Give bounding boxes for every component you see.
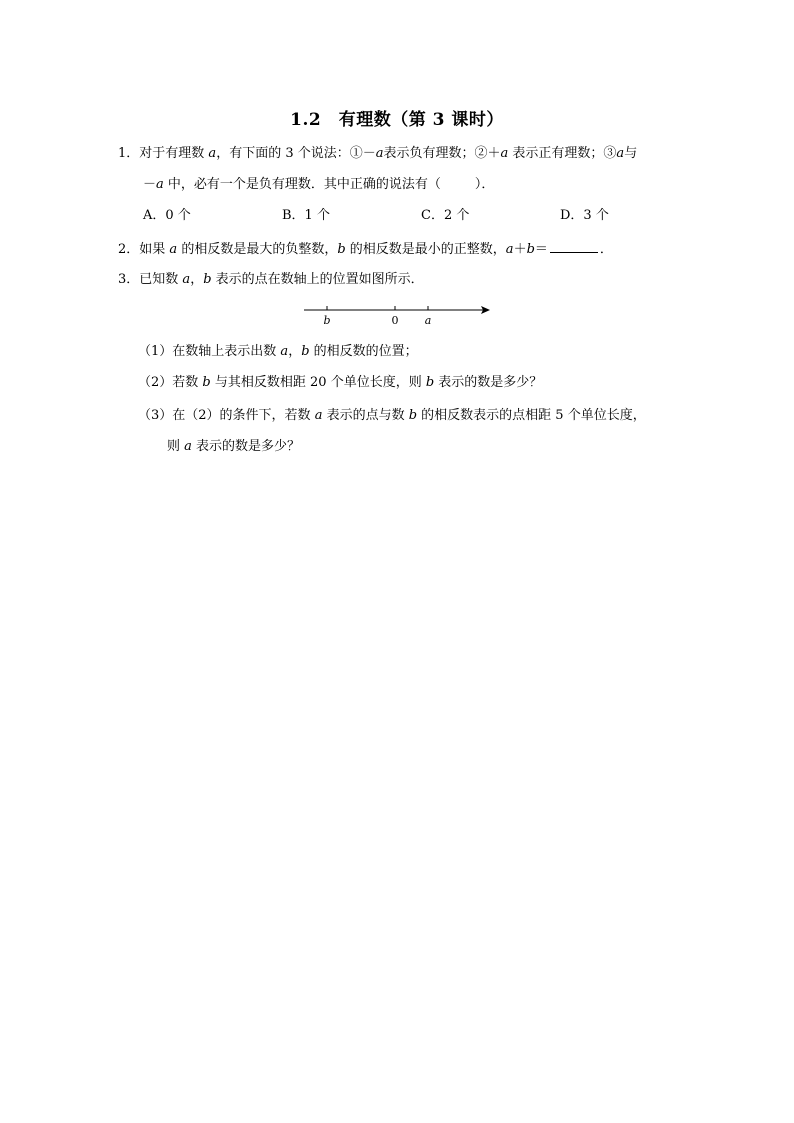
q1-text-e: 与 — [624, 146, 638, 161]
q1-text-b: ，有下面的 3 个说法：①－ — [216, 146, 376, 161]
sub-question-3-line-2 — [167, 438, 300, 456]
label-b: b — [323, 314, 331, 327]
sub3-text-a: 在（2）的条件下，若数 — [172, 408, 315, 423]
q1-var-c: a — [500, 146, 509, 161]
option-c[interactable]: C．2 个 — [421, 208, 470, 223]
q2-var-d: b — [526, 242, 535, 257]
sub2-var-b: b — [425, 375, 435, 390]
sub-2-number: （2） — [138, 375, 173, 390]
number-line-figure — [300, 300, 500, 330]
sub-question-2 — [138, 374, 542, 392]
question-2-number: 2． — [118, 242, 140, 257]
q3-var-a: a — [182, 272, 191, 287]
page-title: 1.2 有理数（第 3 课时） — [290, 110, 504, 130]
q1-text-d: 表示正有理数；③ — [508, 146, 617, 161]
sub3-var-a: a — [314, 408, 323, 423]
sub2-text-c: 表示的数是多少？ — [434, 375, 543, 390]
q2-text-e: ＝ — [534, 242, 548, 257]
answer-blank-line[interactable] — [550, 240, 598, 253]
label-a: a — [424, 314, 432, 327]
option-b[interactable]: B．1 个 — [282, 208, 330, 223]
question-3 — [118, 271, 424, 289]
q2-text-a: 如果 — [139, 242, 170, 257]
sub3-line2-a: 则 — [167, 439, 185, 454]
sub3-var-c: a — [184, 439, 192, 454]
q1-line2-c: ）． — [474, 177, 495, 192]
option-d[interactable]: D．3 个 — [560, 208, 609, 223]
q1-line2-a: － — [143, 177, 157, 192]
q2-var-b: b — [337, 242, 346, 257]
sub2-var-a: b — [202, 375, 211, 390]
q1-var-e: a — [156, 177, 164, 192]
question-1-line-1 — [118, 145, 637, 163]
sub1-var-b: b — [301, 344, 310, 359]
question-1-number: 1． — [118, 146, 140, 161]
question-1-line-2 — [143, 176, 494, 194]
sub-3-number: （3） — [138, 408, 173, 423]
sub1-var-a: a — [280, 344, 289, 359]
sub-question-1 — [138, 343, 418, 361]
sub-1-number: （1） — [138, 344, 173, 359]
option-a[interactable]: A．0 个 — [143, 208, 191, 223]
q2-text-b: 的相反数是最大的负整数， — [177, 242, 338, 257]
q2-text-d: ＋ — [513, 242, 527, 257]
q3-var-b: b — [203, 272, 212, 287]
q3-text-c: 表示的点在数轴上的位置如图所示． — [211, 272, 424, 287]
q1-var-d: a — [616, 146, 625, 161]
sub2-text-b: 与其相反数相距 20 个单位长度，则 — [210, 375, 426, 390]
q1-text-c: 表示负有理数；②＋ — [383, 146, 501, 161]
sub3-text-b: 表示的点与数 — [322, 408, 409, 423]
sub3-var-b: b — [408, 408, 418, 423]
q1-var-b: a — [375, 146, 384, 161]
sub1-text-c: 的相反数的位置； — [309, 344, 418, 359]
sub1-text-a: 在数轴上表示出数 — [172, 344, 281, 359]
sub3-line2-b: 表示的数是多少？ — [191, 439, 301, 454]
question-2 — [118, 240, 613, 259]
q2-var-a: a — [169, 242, 178, 257]
q3-text-b: ， — [190, 272, 204, 287]
q2-text-c: 的相反数是最小的正整数， — [345, 242, 506, 257]
question-3-number: 3． — [118, 272, 140, 287]
sub3-text-c: 的相反数表示的点相距 5 个单位长度， — [417, 408, 646, 423]
q1-var-a: a — [208, 146, 217, 161]
q2-text-f: ． — [599, 242, 613, 257]
q1-text-a: 对于有理数 — [139, 146, 209, 161]
sub1-text-b: ， — [288, 344, 302, 359]
sub2-text-a: 若数 — [172, 375, 203, 390]
label-0: 0 — [391, 314, 399, 327]
q3-text-a: 已知数 — [139, 272, 183, 287]
sub-question-3-line-1 — [138, 407, 646, 425]
q2-var-c: a — [505, 242, 514, 257]
q1-line2-b: 中，必有一个是负有理数．其中正确的说法有（ — [163, 177, 441, 192]
